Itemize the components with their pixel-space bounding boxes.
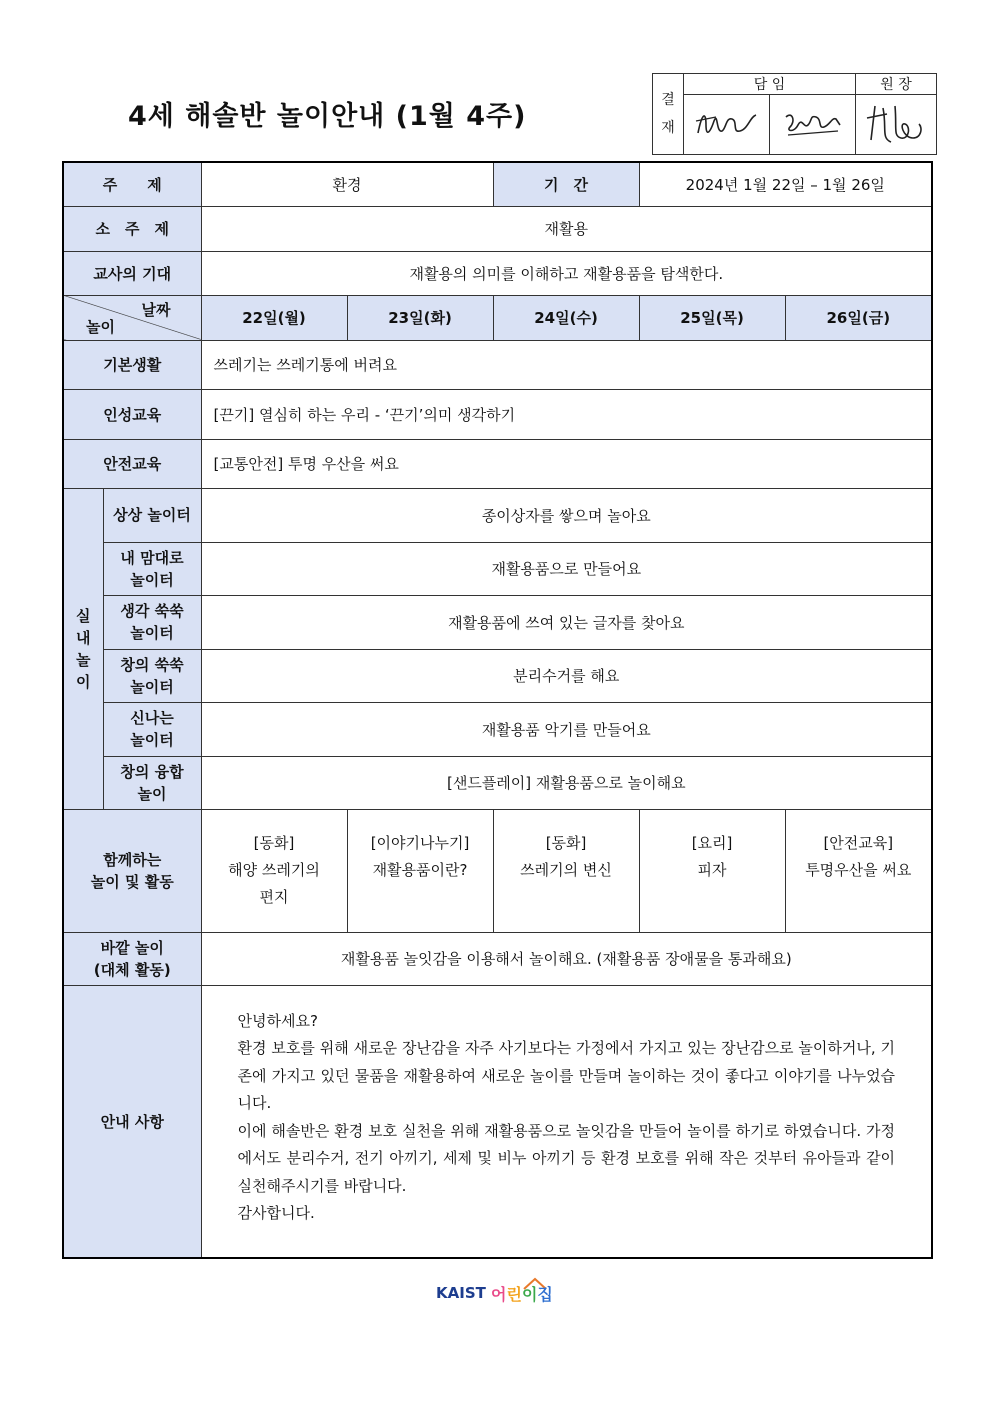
safety-label: 안전교육 xyxy=(63,439,201,488)
logo-char: 린 xyxy=(506,1285,522,1304)
together-activity: [이야기나누기] 재활용품이란? xyxy=(347,809,493,932)
signature-homeroom-1 xyxy=(684,95,770,155)
day-header: 23일(화) xyxy=(347,295,493,340)
subtopic-label: 소 주 제 xyxy=(63,206,201,251)
notice-paragraph: 감사합니다. xyxy=(237,1204,315,1222)
together-activity: [안전교육] 투명우산을 써요 xyxy=(785,809,932,932)
page-title: 4세 해솔반 놀이안내 (1월 4주) xyxy=(128,101,527,132)
safety-value: [교통안전] 투명 우산을 써요 xyxy=(201,439,932,488)
approval-box xyxy=(652,73,937,155)
notice-label: 안내 사항 xyxy=(63,985,201,1258)
expect-value: 재활용의 의미를 이해하고 재활용품을 탐색한다. xyxy=(201,251,932,295)
character-label: 인성교육 xyxy=(63,389,201,439)
period-value: 2024년 1월 22일 – 1월 26일 xyxy=(639,162,932,206)
character-value: [끈기] 열심히 하는 우리 - ‘끈기’의미 생각하기 xyxy=(201,389,932,439)
indoor-area: 창의 융합 놀이 xyxy=(103,756,201,809)
outdoor-label: 바깥 놀이 (대체 활동) xyxy=(63,932,201,985)
topic-value: 환경 xyxy=(201,162,493,206)
notice-paragraph: 이에 해솔반은 환경 보호 실천을 위해 재활용품으로 놀잇감을 만들어 놀이를 하기로 하였습니다. 가정에서도 분리수거, 전기 아끼기, 세제 및 비누 아끼기 등 환경 보호를 위해 작은 것부터 유아들과 같이 실천해주시기를 바랍니다. xyxy=(237,1121,896,1195)
indoor-label-text: 실 내 놀 이 xyxy=(76,606,91,691)
day-header: 26일(금) xyxy=(785,295,932,340)
homeroom-header: 담 임 xyxy=(684,74,856,95)
indoor-activity: 재활용품으로 만들어요 xyxy=(201,542,932,595)
together-activity: [동화] 쓰레기의 변신 xyxy=(493,809,639,932)
logo-name xyxy=(491,1282,553,1305)
logo-char: 집 xyxy=(537,1285,553,1304)
together-activity: [동화] 해양 쓰레기의 편지 xyxy=(201,809,347,932)
together-activity: [요리] 피자 xyxy=(639,809,785,932)
indoor-area: 내 맘대로 놀이터 xyxy=(103,542,201,595)
plan-table xyxy=(62,161,933,1259)
indoor-area: 상상 놀이터 xyxy=(103,488,201,542)
expect-label: 교사의 기대 xyxy=(63,251,201,295)
director-header: 원 장 xyxy=(856,74,937,95)
notice-paragraph: 환경 보호를 위해 새로운 장난감을 자주 사기보다는 가정에서 가지고 있는 장난감으로 놀이하거나, 기존에 가지고 있던 물품을 재활용하여 새로운 놀이를 만들며 놀이하는 것이 좋다고 이야기를 나누었습니다. xyxy=(237,1039,896,1112)
logo-brand: KAIST xyxy=(436,1284,486,1302)
date-play-header xyxy=(63,295,201,340)
day-header: 25일(목) xyxy=(639,295,785,340)
indoor-label xyxy=(63,488,103,809)
notice-content xyxy=(201,985,932,1258)
basic-value: 쓰레기는 쓰레기통에 버려요 xyxy=(201,340,932,389)
indoor-activity: 재활용품 악기를 만들어요 xyxy=(201,702,932,756)
indoor-area: 신나는 놀이터 xyxy=(103,702,201,756)
logo-char: 이 xyxy=(521,1285,538,1304)
day-header: 24일(수) xyxy=(493,295,639,340)
subtopic-value: 재활용 xyxy=(201,206,932,251)
day-header: 22일(월) xyxy=(201,295,347,340)
basic-label: 기본생활 xyxy=(63,340,201,389)
indoor-activity: 재활용품에 쓰여 있는 글자를 찾아요 xyxy=(201,595,932,649)
indoor-area: 창의 쑥쑥 놀이터 xyxy=(103,649,201,702)
signature-director xyxy=(856,95,937,155)
indoor-activity: [샌드플레이] 재활용품으로 놀이해요 xyxy=(201,756,932,809)
together-label: 함께하는 놀이 및 활동 xyxy=(63,809,201,932)
indoor-activity: 종이상자를 쌓으며 놀아요 xyxy=(201,488,932,542)
period-label: 기 간 xyxy=(493,162,639,206)
outdoor-value: 재활용품 놀잇감을 이용해서 놀이해요. (재활용품 장애물을 통과해요) xyxy=(201,932,932,985)
indoor-area: 생각 쑥쑥 놀이터 xyxy=(103,595,201,649)
logo-char: 어 xyxy=(491,1285,507,1304)
approval-label-text: 결 재 xyxy=(661,92,675,136)
diag-play-label: 놀이 xyxy=(86,317,115,336)
notice-paragraph: 안녕하세요? xyxy=(237,1011,318,1030)
kaist-kindergarten-logo xyxy=(436,1276,558,1306)
approval-label xyxy=(653,74,684,155)
topic-label: 주 제 xyxy=(63,162,201,206)
indoor-activity: 분리수거를 해요 xyxy=(201,649,932,702)
diag-date-label: 날짜 xyxy=(141,300,171,319)
signature-homeroom-2 xyxy=(770,95,856,155)
